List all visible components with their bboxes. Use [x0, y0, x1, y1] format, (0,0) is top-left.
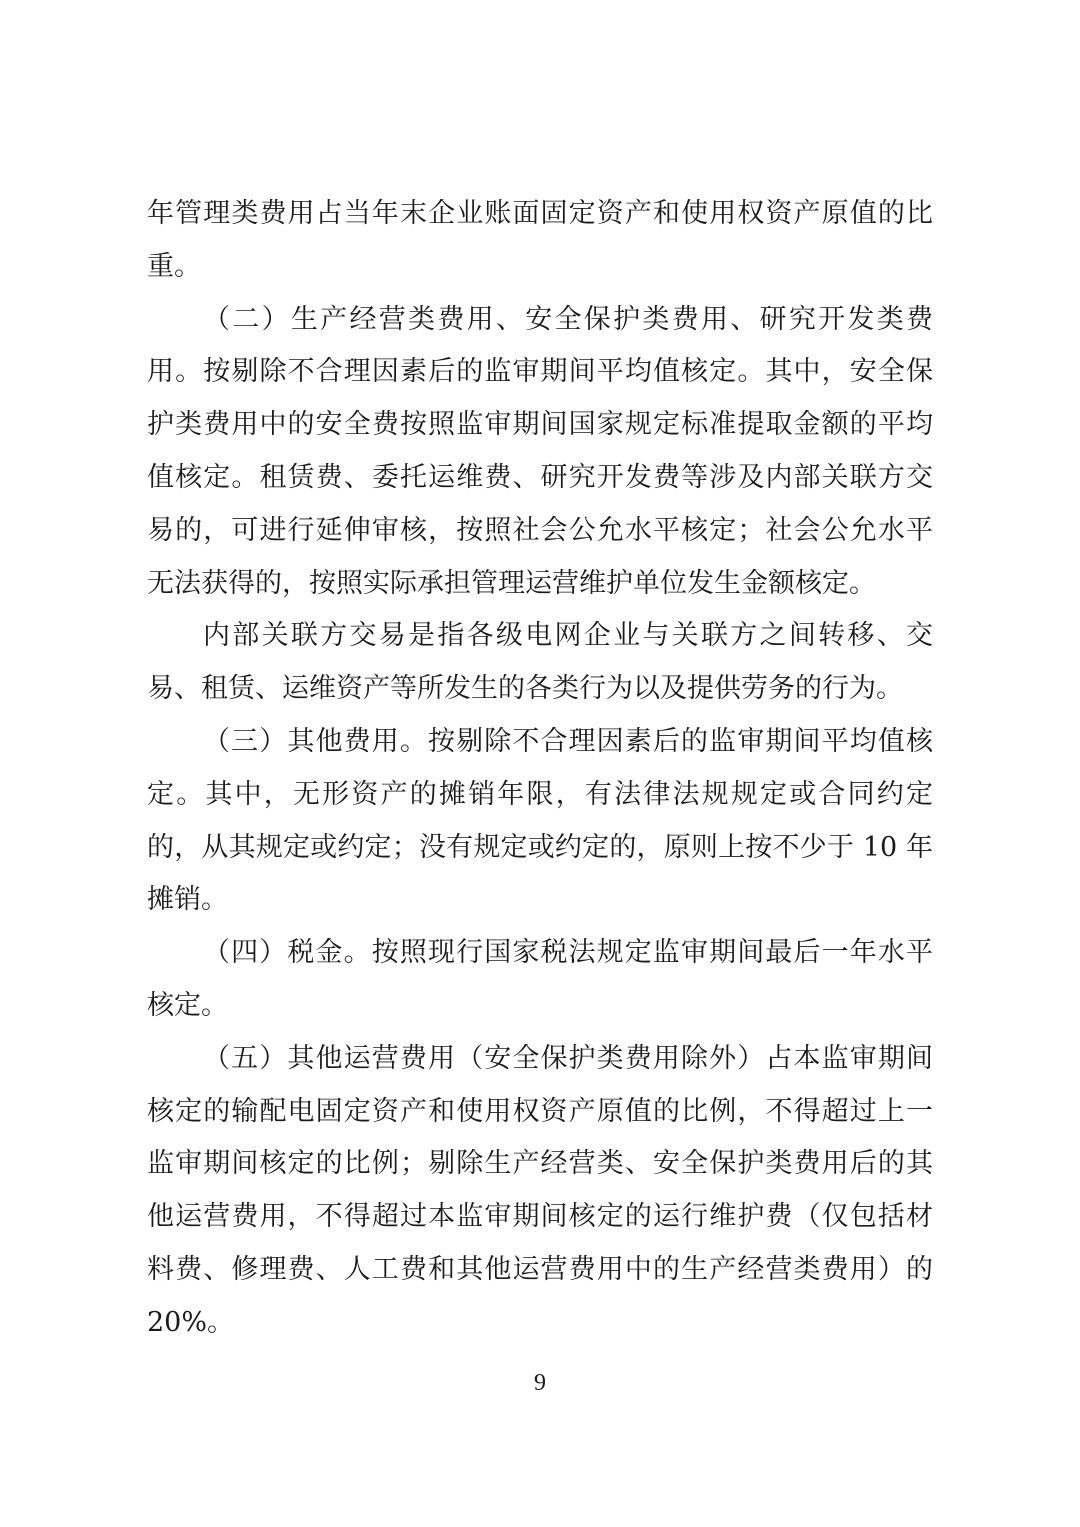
text-line: （三）其他费用。按剔除不合理因素后的监审期间平均值核 — [203, 725, 933, 757]
body-text — [147, 188, 933, 1350]
text-line: 重。 — [147, 250, 201, 282]
text-line: 监审期间核定的比例；剔除生产经营类、安全保护类费用后的其 — [147, 1148, 933, 1180]
text-line: 他运营费用，不得超过本监审期间核定的运行维护费（仅包括材 — [147, 1201, 933, 1233]
text-line: 的，从其规定或约定；没有规定或约定的，原则上按不少于 10 年 — [147, 831, 933, 863]
text-line: 摊销。 — [147, 884, 228, 916]
text-line: 护类费用中的安全费按照监审期间国家规定标准提取金额的平均 — [147, 409, 933, 441]
text-line: 定。其中，无形资产的摊销年限，有法律法规规定或合同约定 — [147, 778, 933, 810]
text-line: 易、租赁、运维资产等所发生的各类行为以及提供劳务的行为。 — [147, 673, 903, 705]
text-line: 核定。 — [147, 989, 228, 1021]
text-line: 值核定。租赁费、委托运维费、研究开发费等涉及内部关联方交 — [147, 461, 933, 493]
page-number: 9 — [534, 1370, 546, 1396]
text-line: （四）税金。按照现行国家税法规定监审期间最后一年水平 — [203, 937, 933, 969]
text-line: 无法获得的，按照实际承担管理运营维护单位发生金额核定。 — [147, 567, 876, 599]
text-line: 用。按剔除不合理因素后的监审期间平均值核定。其中，安全保 — [147, 356, 933, 388]
text-line: 内部关联方交易是指各级电网企业与关联方之间转移、交 — [203, 620, 933, 652]
text-line: （五）其他运营费用（安全保护类费用除外）占本监审期间 — [203, 1042, 933, 1074]
text-line: 20%。 — [147, 1306, 235, 1338]
text-line: 料费、修理费、人工费和其他运营费用中的生产经营类费用）的 — [147, 1253, 933, 1285]
text-line: 核定的输配电固定资产和使用权资产原值的比例，不得超过上一 — [147, 1095, 933, 1127]
text-line: （二）生产经营类费用、安全保护类费用、研究开发类费 — [203, 303, 933, 335]
text-line: 年管理类费用占当年末企业账面固定资产和使用权资产原值的比 — [147, 198, 933, 229]
text-line: 易的，可进行延伸审核，按照社会公允水平核定；社会公允水平 — [147, 514, 933, 546]
